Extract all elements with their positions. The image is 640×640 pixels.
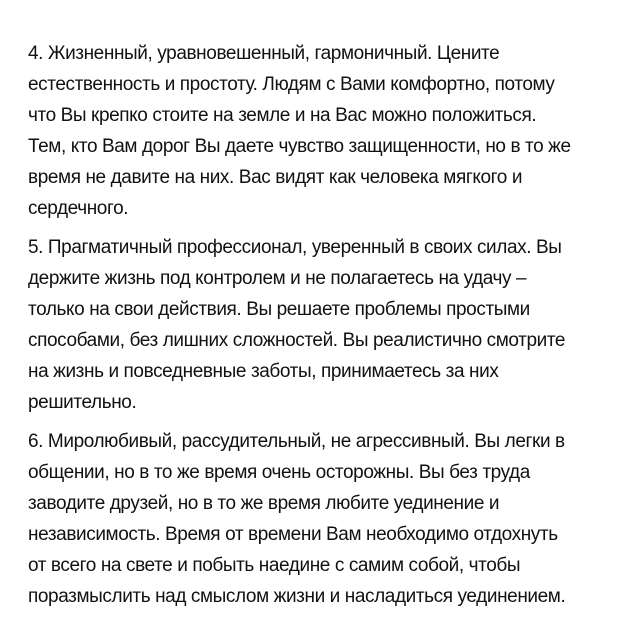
- text-line: независимость. Время от времени Вам необходимо отдохнуть: [28, 524, 558, 545]
- paragraph-4: [28, 38, 624, 224]
- text-line: поразмыслить над смыслом жизни и насладиться уединением.: [28, 586, 566, 607]
- text-line: естественность и простоту. Людям с Вами комфортно, потому: [28, 74, 555, 95]
- text-line: решительно.: [28, 392, 137, 413]
- text-line: Тем, кто Вам дорог Вы даете чувство защищенности, но в то же: [28, 136, 571, 157]
- paragraph-5: [28, 232, 624, 418]
- text-line: 5. Прагматичный профессионал, уверенный в своих силах. Вы: [28, 237, 562, 258]
- text-line: что Вы крепко стоите на земле и на Вас можно положиться.: [28, 105, 537, 126]
- text-line: на жизнь и повседневные заботы, принимаетесь за них: [28, 361, 499, 382]
- text-line: от всего на свете и побыть наедине с самим собой, чтобы: [28, 555, 521, 576]
- text-line: сердечного.: [28, 198, 129, 219]
- text-line: держите жизнь под контролем и не полагаетесь на удачу –: [28, 268, 527, 289]
- text-line: заводите друзей, но в то же время любите уединение и: [28, 493, 500, 514]
- text-line: способами, без лишних сложностей. Вы реалистично смотрите: [28, 330, 566, 351]
- text-line: общении, но в то же время очень осторожны. Вы без труда: [28, 462, 530, 483]
- text-line: 6. Миролюбивый, рассудительный, не агрессивный. Вы легки в: [28, 431, 565, 452]
- text-line: 4. Жизненный, уравновешенный, гармоничный. Цените: [28, 43, 500, 64]
- text-line: только на свои действия. Вы решаете проблемы простыми: [28, 299, 530, 320]
- paragraph-6: [28, 426, 624, 612]
- text-line: время не давите на них. Вас видят как человека мягкого и: [28, 167, 523, 188]
